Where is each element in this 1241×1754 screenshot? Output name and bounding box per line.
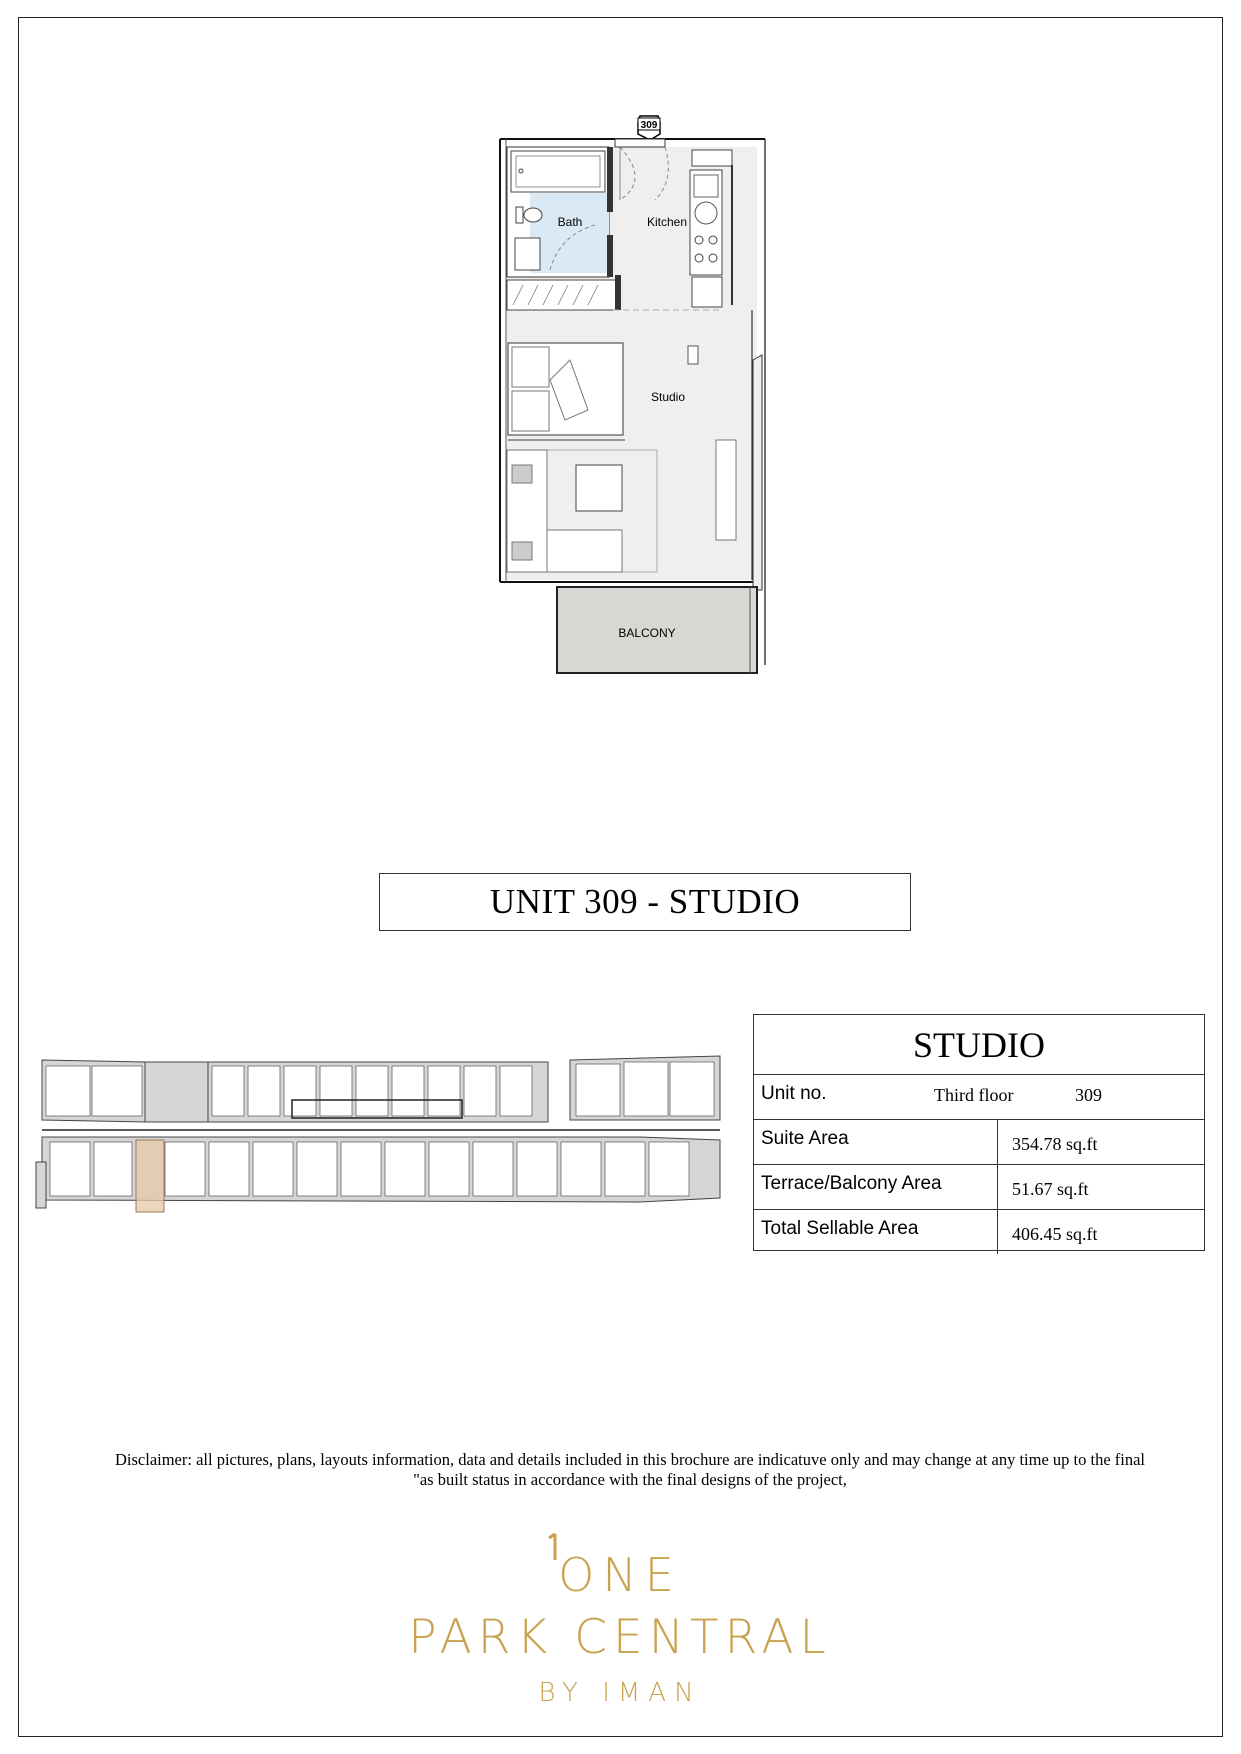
room-label-bath: Bath [557, 215, 583, 229]
total-area-row [754, 1210, 1204, 1254]
floor-key-plan [30, 1040, 730, 1230]
unit-title-box [379, 873, 911, 931]
brand-logo [350, 1500, 890, 1710]
room-label-balcony: BALCONY [618, 626, 676, 640]
unit-spec-table [753, 1014, 1205, 1251]
highlighted-unit-309 [136, 1140, 164, 1212]
balcony-area-row [754, 1165, 1204, 1210]
room-label-kitchen: Kitchen [646, 215, 688, 229]
disclaimer [60, 1450, 1200, 1490]
suite-area-label: Suite Area [761, 1128, 849, 1149]
logo-line-park-central: PARK CENTRAL [408, 1610, 832, 1665]
unit-number-marker [638, 116, 660, 140]
unit-title: UNIT 309 - STUDIO [489, 882, 801, 921]
disclaimer-line-1: Disclaimer: all pictures, plans, layouts information, data and details included in this brochure are indicatuve only and may change at any time up to the final [114, 1450, 1146, 1469]
logo-line-by-iman: BY IMAN [538, 1678, 702, 1708]
unit-number-row [754, 1075, 1204, 1120]
logo-line-one: ONE [558, 1548, 682, 1602]
unit-floor-plan [470, 110, 770, 750]
balcony-area-value: 51.67 sq.ft [1012, 1179, 1089, 1199]
suite-area-row [754, 1120, 1204, 1165]
disclaimer-line-2: "as built status in accordance with the final designs of the project, [413, 1470, 847, 1489]
room-label-studio: Studio [650, 390, 686, 404]
unit-tag-text: 309 [640, 120, 658, 131]
spec-heading: STUDIO [754, 1015, 1204, 1075]
floor-value: Third floor [934, 1085, 1014, 1105]
total-area-label: Total Sellable Area [761, 1218, 919, 1239]
unit-no-label: Unit no. [761, 1083, 827, 1104]
total-area-value: 406.45 sq.ft [1012, 1224, 1098, 1244]
suite-area-value: 354.78 sq.ft [1012, 1134, 1098, 1154]
balcony-area-label: Terrace/Balcony Area [761, 1173, 942, 1194]
unit-no-value: 309 [1075, 1085, 1102, 1105]
